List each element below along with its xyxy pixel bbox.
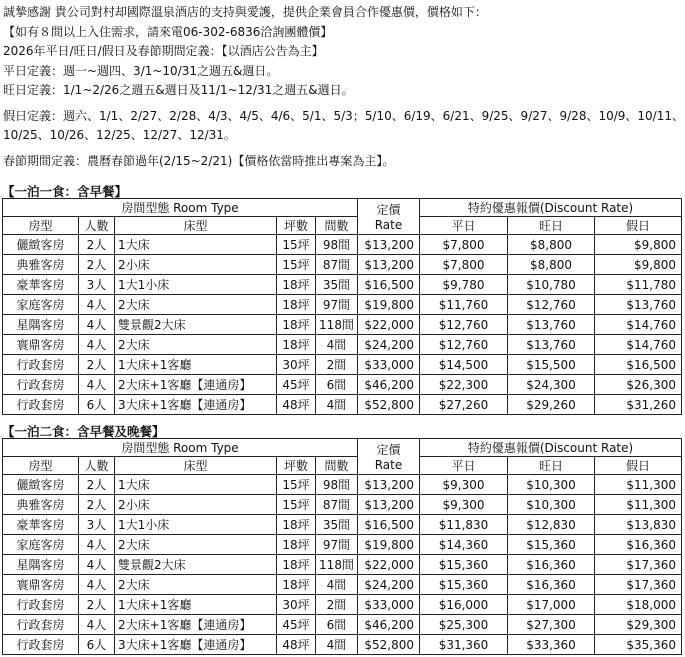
list-price-cell: $19,800 — [358, 535, 420, 555]
list-price-cell: $13,200 — [358, 255, 420, 275]
peak-price-cell: $16,360 — [508, 555, 595, 575]
bed-type-cell: 雙景觀2大床 — [115, 315, 277, 335]
holiday-price-cell: $18,000 — [595, 595, 682, 615]
weekday-price-cell: $14,360 — [420, 535, 508, 555]
room-count-cell: 87間 — [316, 495, 358, 515]
peak-header: 旺日 — [508, 217, 595, 235]
size-cell: 30坪 — [277, 595, 316, 615]
room-count-cell: 97間 — [316, 535, 358, 555]
list-price-cell: $22,000 — [358, 555, 420, 575]
list-price-cell: $33,000 — [358, 595, 420, 615]
weekday-price-cell: $11,760 — [420, 295, 508, 315]
intro-line-group: 【如有８間以上入住需求，請來電06-302-6836洽詢團體價】 — [3, 24, 333, 39]
room-name-cell: 豪華客房 — [3, 515, 79, 535]
intro-line-definitions: 2026年平日/旺日/假日及春節期間定義：【以酒店公告為主】 — [3, 44, 324, 58]
size-header: 坪數 — [277, 457, 316, 475]
room-name-cell: 儷緻客房 — [3, 475, 79, 495]
discount-rate-header: 特約優惠報價(Discount Rate) — [420, 439, 682, 457]
weekday-price-cell: $12,760 — [420, 315, 508, 335]
table-row — [3, 515, 682, 535]
section-title-breakfast-dinner: 【一泊二食：含早餐及晚餐】 — [2, 424, 165, 439]
table-row — [3, 555, 682, 575]
room-name-cell: 家庭客房 — [3, 295, 79, 315]
bed-type-cell: 1大1小床 — [115, 275, 277, 295]
bed-type-cell: 3大床+1客廳【連通房】 — [115, 635, 277, 655]
peak-price-cell: $10,300 — [508, 475, 595, 495]
holiday-price-cell: $17,360 — [595, 575, 682, 595]
room-type-header: 房間型態 Room Type — [3, 439, 358, 457]
weekday-price-cell: $9,780 — [420, 275, 508, 295]
room-count-cell: 98間 — [316, 475, 358, 495]
people-cell: 3人 — [79, 515, 115, 535]
weekday-header: 平日 — [420, 217, 508, 235]
room-name-cell: 豪華客房 — [3, 275, 79, 295]
room-count-cell: 118間 — [316, 555, 358, 575]
holiday-header: 假日 — [595, 217, 682, 235]
table-row — [3, 235, 682, 255]
table-row — [3, 255, 682, 275]
table-row — [3, 355, 682, 375]
peak-price-cell: $8,800 — [508, 255, 595, 275]
room-name-cell: 典雅客房 — [3, 495, 79, 515]
room-count-cell: 4間 — [316, 395, 358, 415]
people-cell: 4人 — [79, 615, 115, 635]
room-count-cell: 6間 — [316, 615, 358, 635]
bed-type-cell: 2大床 — [115, 295, 277, 315]
size-cell: 18坪 — [277, 535, 316, 555]
bed-type-cell: 雙景觀2大床 — [115, 555, 277, 575]
size-cell: 18坪 — [277, 295, 316, 315]
holiday-price-cell: $35,360 — [595, 635, 682, 655]
peak-price-cell: $16,360 — [508, 575, 595, 595]
people-cell: 2人 — [79, 495, 115, 515]
weekday-price-cell: $7,800 — [420, 235, 508, 255]
list-price-cell: $24,200 — [358, 335, 420, 355]
people-cell: 4人 — [79, 555, 115, 575]
table-row — [3, 375, 682, 395]
bed-type-cell: 1大1小床 — [115, 515, 277, 535]
table-row — [3, 335, 682, 355]
room-count-header: 間數 — [316, 217, 358, 235]
peak-price-cell: $15,360 — [508, 535, 595, 555]
peak-price-cell: $33,360 — [508, 635, 595, 655]
room-name-cell: 家庭客房 — [3, 535, 79, 555]
size-cell: 15坪 — [277, 475, 316, 495]
list-price-cell: $52,800 — [358, 395, 420, 415]
people-cell: 4人 — [79, 295, 115, 315]
people-header: 人數 — [79, 217, 115, 235]
people-cell: 4人 — [79, 375, 115, 395]
room-count-cell: 35間 — [316, 515, 358, 535]
bed-type-cell: 2大床+1客廳【連通房】 — [115, 375, 277, 395]
weekday-price-cell: $11,830 — [420, 515, 508, 535]
list-price-cell: $13,200 — [358, 235, 420, 255]
peak-price-cell: $12,830 — [508, 515, 595, 535]
table-row — [3, 635, 682, 655]
peak-price-cell: $17,000 — [508, 595, 595, 615]
room-count-cell: 4間 — [316, 335, 358, 355]
room-count-cell: 2間 — [316, 355, 358, 375]
people-cell: 4人 — [79, 575, 115, 595]
list-price-cell: $13,200 — [358, 475, 420, 495]
holiday-price-cell: $17,360 — [595, 555, 682, 575]
bed-type-cell: 3大床+1客廳【連通房】 — [115, 395, 277, 415]
size-cell: 18坪 — [277, 555, 316, 575]
size-cell: 18坪 — [277, 575, 316, 595]
room-count-cell: 2間 — [316, 595, 358, 615]
size-cell: 15坪 — [277, 255, 316, 275]
holiday-price-cell: $9,800 — [595, 235, 682, 255]
list-price-cell: $16,500 — [358, 515, 420, 535]
room-name-cell: 寰鼎客房 — [3, 575, 79, 595]
holiday-price-cell: $9,800 — [595, 255, 682, 275]
table-header-row — [3, 199, 682, 217]
people-cell: 2人 — [79, 235, 115, 255]
room-name-cell: 儷緻客房 — [3, 235, 79, 255]
bed-type-cell: 2大床 — [115, 335, 277, 355]
holiday-price-cell: $31,260 — [595, 395, 682, 415]
table-subheader-row — [3, 217, 682, 235]
weekday-price-cell: $12,760 — [420, 335, 508, 355]
room-count-cell: 98間 — [316, 235, 358, 255]
list-price-label-en: Rate — [374, 458, 403, 472]
bed-type-cell: 1大床+1客廳 — [115, 355, 277, 375]
room-name-cell: 行政套房 — [3, 355, 79, 375]
holiday-header: 假日 — [595, 457, 682, 475]
section-title-breakfast: 【一泊一食：含早餐】 — [2, 184, 128, 199]
peak-price-cell: $29,260 — [508, 395, 595, 415]
holiday-price-cell: $29,300 — [595, 615, 682, 635]
intro-text — [3, 3, 684, 171]
peak-price-cell: $12,760 — [508, 295, 595, 315]
people-cell: 2人 — [79, 595, 115, 615]
room-name-cell: 行政套房 — [3, 615, 79, 635]
people-cell: 2人 — [79, 355, 115, 375]
list-price-cell: $33,000 — [358, 355, 420, 375]
table-header-row — [3, 439, 682, 457]
people-cell: 3人 — [79, 275, 115, 295]
room-name-cell: 星隅客房 — [3, 315, 79, 335]
holiday-price-cell: $11,780 — [595, 275, 682, 295]
people-cell: 4人 — [79, 535, 115, 555]
weekday-price-cell: $9,300 — [420, 495, 508, 515]
table-row — [3, 475, 682, 495]
table-row — [3, 575, 682, 595]
table-row — [3, 535, 682, 555]
table-row — [3, 315, 682, 335]
people-cell: 6人 — [79, 635, 115, 655]
room-name-cell: 典雅客房 — [3, 255, 79, 275]
peak-price-cell: $27,300 — [508, 615, 595, 635]
table-row — [3, 295, 682, 315]
list-price-header — [358, 439, 420, 475]
bed-type-cell: 1大床 — [115, 235, 277, 255]
room-header: 房型 — [3, 217, 79, 235]
table-row — [3, 595, 682, 615]
list-price-cell: $52,800 — [358, 635, 420, 655]
size-cell: 18坪 — [277, 275, 316, 295]
list-price-cell: $22,000 — [358, 315, 420, 335]
bed-type-cell: 2小床 — [115, 255, 277, 275]
weekday-price-cell: $27,260 — [420, 395, 508, 415]
intro-line-peak: 旺日定義：1/1~2/26之週五&週日及11/1~12/31之週五&週日。 — [3, 83, 354, 97]
peak-price-cell: $15,500 — [508, 355, 595, 375]
size-cell: 30坪 — [277, 355, 316, 375]
weekday-header: 平日 — [420, 457, 508, 475]
room-header: 房型 — [3, 457, 79, 475]
peak-price-cell: $10,300 — [508, 495, 595, 515]
room-count-cell: 97間 — [316, 295, 358, 315]
peak-price-cell: $24,300 — [508, 375, 595, 395]
room-name-cell: 行政套房 — [3, 635, 79, 655]
weekday-price-cell: $15,360 — [420, 575, 508, 595]
intro-line-holiday-cont: 10/25、10/26、12/25、12/27、12/31。 — [3, 128, 236, 142]
intro-line-holiday: 假日定義：週六、1/1、2/27、2/28、4/3、4/5、4/6、5/1、5/3；5/10、6/19、6/21、9/25、9/27、9/28、10/9、10/11、 — [3, 108, 684, 123]
room-count-cell: 118間 — [316, 315, 358, 335]
list-price-cell: $13,200 — [358, 495, 420, 515]
room-name-cell: 星隅客房 — [3, 555, 79, 575]
table-row — [3, 395, 682, 415]
table-row — [3, 615, 682, 635]
peak-price-cell: $13,760 — [508, 335, 595, 355]
room-count-header: 間數 — [316, 457, 358, 475]
intro-line-weekday: 平日定義：週一~週四、3/1~10/31之週五&週日。 — [3, 63, 279, 78]
bed-type-cell: 2大床 — [115, 535, 277, 555]
size-cell: 18坪 — [277, 335, 316, 355]
peak-price-cell: $10,780 — [508, 275, 595, 295]
bed-type-cell: 1大床+1客廳 — [115, 595, 277, 615]
intro-line-thanks: 誠摯感謝 貴公司對村却國際溫泉酒店的支持與愛護，提供企業會員合作優惠價，價格如下： — [3, 5, 487, 19]
weekday-price-cell: $22,300 — [420, 375, 508, 395]
holiday-price-cell: $11,300 — [595, 475, 682, 495]
size-cell: 45坪 — [277, 375, 316, 395]
list-price-cell: $24,200 — [358, 575, 420, 595]
weekday-price-cell: $25,300 — [420, 615, 508, 635]
room-type-header: 房間型態 Room Type — [3, 199, 358, 217]
room-count-cell: 4間 — [316, 575, 358, 595]
room-count-cell: 87間 — [316, 255, 358, 275]
intro-line-lunar-new-year: 春節期間定義：農曆春節過年(2/15~2/21)【價格依當時推出專案為主】。 — [3, 153, 395, 168]
bed-type-cell: 2大床 — [115, 575, 277, 595]
list-price-cell: $16,500 — [358, 275, 420, 295]
holiday-price-cell: $11,300 — [595, 495, 682, 515]
list-price-cell: $46,200 — [358, 615, 420, 635]
size-cell: 15坪 — [277, 235, 316, 255]
people-cell: 4人 — [79, 335, 115, 355]
size-header: 坪數 — [277, 217, 316, 235]
holiday-price-cell: $16,500 — [595, 355, 682, 375]
size-cell: 18坪 — [277, 515, 316, 535]
table-subheader-row — [3, 457, 682, 475]
peak-header: 旺日 — [508, 457, 595, 475]
discount-rate-header: 特約優惠報價(Discount Rate) — [420, 199, 682, 217]
size-cell: 18坪 — [277, 315, 316, 335]
holiday-price-cell: $14,760 — [595, 315, 682, 335]
people-cell: 4人 — [79, 315, 115, 335]
rate-table-breakfast — [2, 198, 682, 415]
room-count-cell: 6間 — [316, 375, 358, 395]
size-cell: 48坪 — [277, 395, 316, 415]
list-price-cell: $46,200 — [358, 375, 420, 395]
people-cell: 2人 — [79, 255, 115, 275]
weekday-price-cell: $16,000 — [420, 595, 508, 615]
size-cell: 15坪 — [277, 495, 316, 515]
holiday-price-cell: $13,830 — [595, 515, 682, 535]
list-price-cell: $19,800 — [358, 295, 420, 315]
people-cell: 6人 — [79, 395, 115, 415]
room-count-cell: 4間 — [316, 635, 358, 655]
holiday-price-cell: $26,300 — [595, 375, 682, 395]
room-name-cell: 行政套房 — [3, 595, 79, 615]
weekday-price-cell: $9,300 — [420, 475, 508, 495]
people-cell: 2人 — [79, 475, 115, 495]
size-cell: 45坪 — [277, 615, 316, 635]
room-name-cell: 行政套房 — [3, 395, 79, 415]
weekday-price-cell: $15,360 — [420, 555, 508, 575]
bed-type-cell: 2大床+1客廳【連通房】 — [115, 615, 277, 635]
table-row — [3, 275, 682, 295]
weekday-price-cell: $7,800 — [420, 255, 508, 275]
peak-price-cell: $13,760 — [508, 315, 595, 335]
weekday-price-cell: $31,360 — [420, 635, 508, 655]
list-price-label: 定價 — [376, 203, 401, 217]
weekday-price-cell: $14,500 — [420, 355, 508, 375]
size-cell: 48坪 — [277, 635, 316, 655]
list-price-label: 定價 — [376, 443, 401, 457]
people-header: 人數 — [79, 457, 115, 475]
holiday-price-cell: $13,760 — [595, 295, 682, 315]
holiday-price-cell: $14,760 — [595, 335, 682, 355]
bed-type-cell: 1大床 — [115, 475, 277, 495]
bed-type-header: 床型 — [115, 217, 277, 235]
bed-type-cell: 2小床 — [115, 495, 277, 515]
holiday-price-cell: $16,360 — [595, 535, 682, 555]
room-name-cell: 行政套房 — [3, 375, 79, 395]
room-name-cell: 寰鼎客房 — [3, 335, 79, 355]
table-row — [3, 495, 682, 515]
peak-price-cell: $8,800 — [508, 235, 595, 255]
room-count-cell: 35間 — [316, 275, 358, 295]
bed-type-header: 床型 — [115, 457, 277, 475]
list-price-header — [358, 199, 420, 235]
rate-table-breakfast-dinner — [2, 438, 682, 655]
list-price-label-en: Rate — [374, 218, 403, 232]
